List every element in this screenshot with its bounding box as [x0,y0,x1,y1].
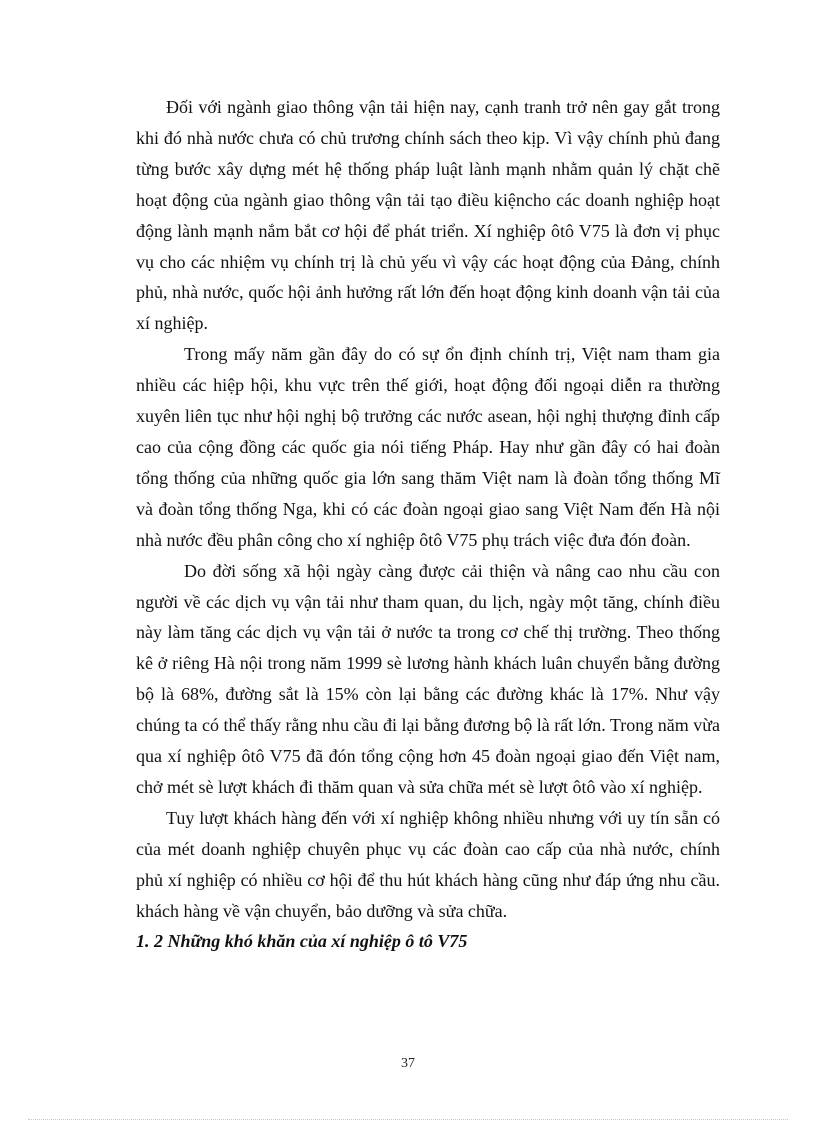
footer-divider [28,1119,788,1120]
paragraph-foreign-affairs: Trong mấy năm gần đây do có sự ổn định chính trị, Việt nam tham gia nhiều các hiệp hội, khu vực trên thế giới, hoạt động đối ngoại diễn ra thường xuyên liên tục như hội nghị bộ trưởng các nước asean, hội nghị thượng đỉnh cấp cao của cộng đồng các quốc gia nói tiếng Pháp. Hay như gần đây có hai đoàn tổng thống của những quốc gia lớn sang thăm Việt nam là đoàn tổng thống Mĩ và đoàn tổng thống Nga, khi có các đoàn ngoại giao sang Việt Nam đến Hà nội nhà nước đều phân công cho xí nghiệp ôtô V75 phụ trách việc đưa đón đoàn. [136,344,720,550]
paragraph-transport-demand: Do đời sống xã hội ngày càng được cải thiện và nâng cao nhu cầu con người về các dịch vụ vận tải như tham quan, du lịch, ngày một tăng, chính điều này làm tăng các dịch vụ vận tải ở nước ta trong cơ chế thị trường. Theo thống kê ở riêng Hà nội trong năm 1999 sè lương hành khách luân chuyển bằng đường bộ là 68%, đường sắt là 15% còn lại bằng các đường khác là 17%. Như vậy chúng ta có thể thấy rằng nhu cầu đi lại bằng đương bộ là rất lớn. Trong năm vừa qua xí nghiệp ôtô V75 đã đón tổng cộng hơn 45 đoàn ngoại giao đến Việt nam, chở mét sè lượt khách đi thăm quan và sửa chữa mét sè lượt ôtô vào xí nghiệp. [136,560,720,797]
paragraph-transport-policy: Đối với ngành giao thông vận tải hiện nay, cạnh tranh trở nên gay gắt trong khi đó nhà nước chưa có chủ trương chính sách theo kịp. Vì vậy chính phủ đang từng bước xây dựng mét hệ thống pháp luật lành mạnh nhằm quản lý chặt chẽ hoạt động của ngành giao thông vận tải tạo điều kiệncho các doanh nghiệp hoạt động lành mạnh nắm bắt cơ hội để phát triển. Xí nghiệp ôtô V75 là đơn vị phục vụ cho các nhiệm vụ chính trị là chủ yếu vì vậy các hoạt động của Đảng, chính phủ, nhà nước, quốc hội ảnh hưởng rất lớn đến hoạt động kinh doanh vận tải của xí nghiệp. [136,97,720,334]
page-number: 37 [401,1056,415,1071]
page-content [136,92,720,957]
paragraph-customer-opportunity: Tuy lượt khách hàng đến với xí nghiệp không nhiều nhưng với uy tín sẵn có của mét doanh nghiệp chuyên phục vụ các đoàn cao cấp của nhà nước, chính phủ xí nghiệp có nhiều cơ hội để thu hút khách hàng cũng như đáp ứng nhu cầu. khách hàng về vận chuyển, bảo dưỡng và sửa chữa. [136,807,720,921]
section-heading: 1. 2 Những khó khăn của xí nghiệp ô tô V75 [136,931,468,952]
